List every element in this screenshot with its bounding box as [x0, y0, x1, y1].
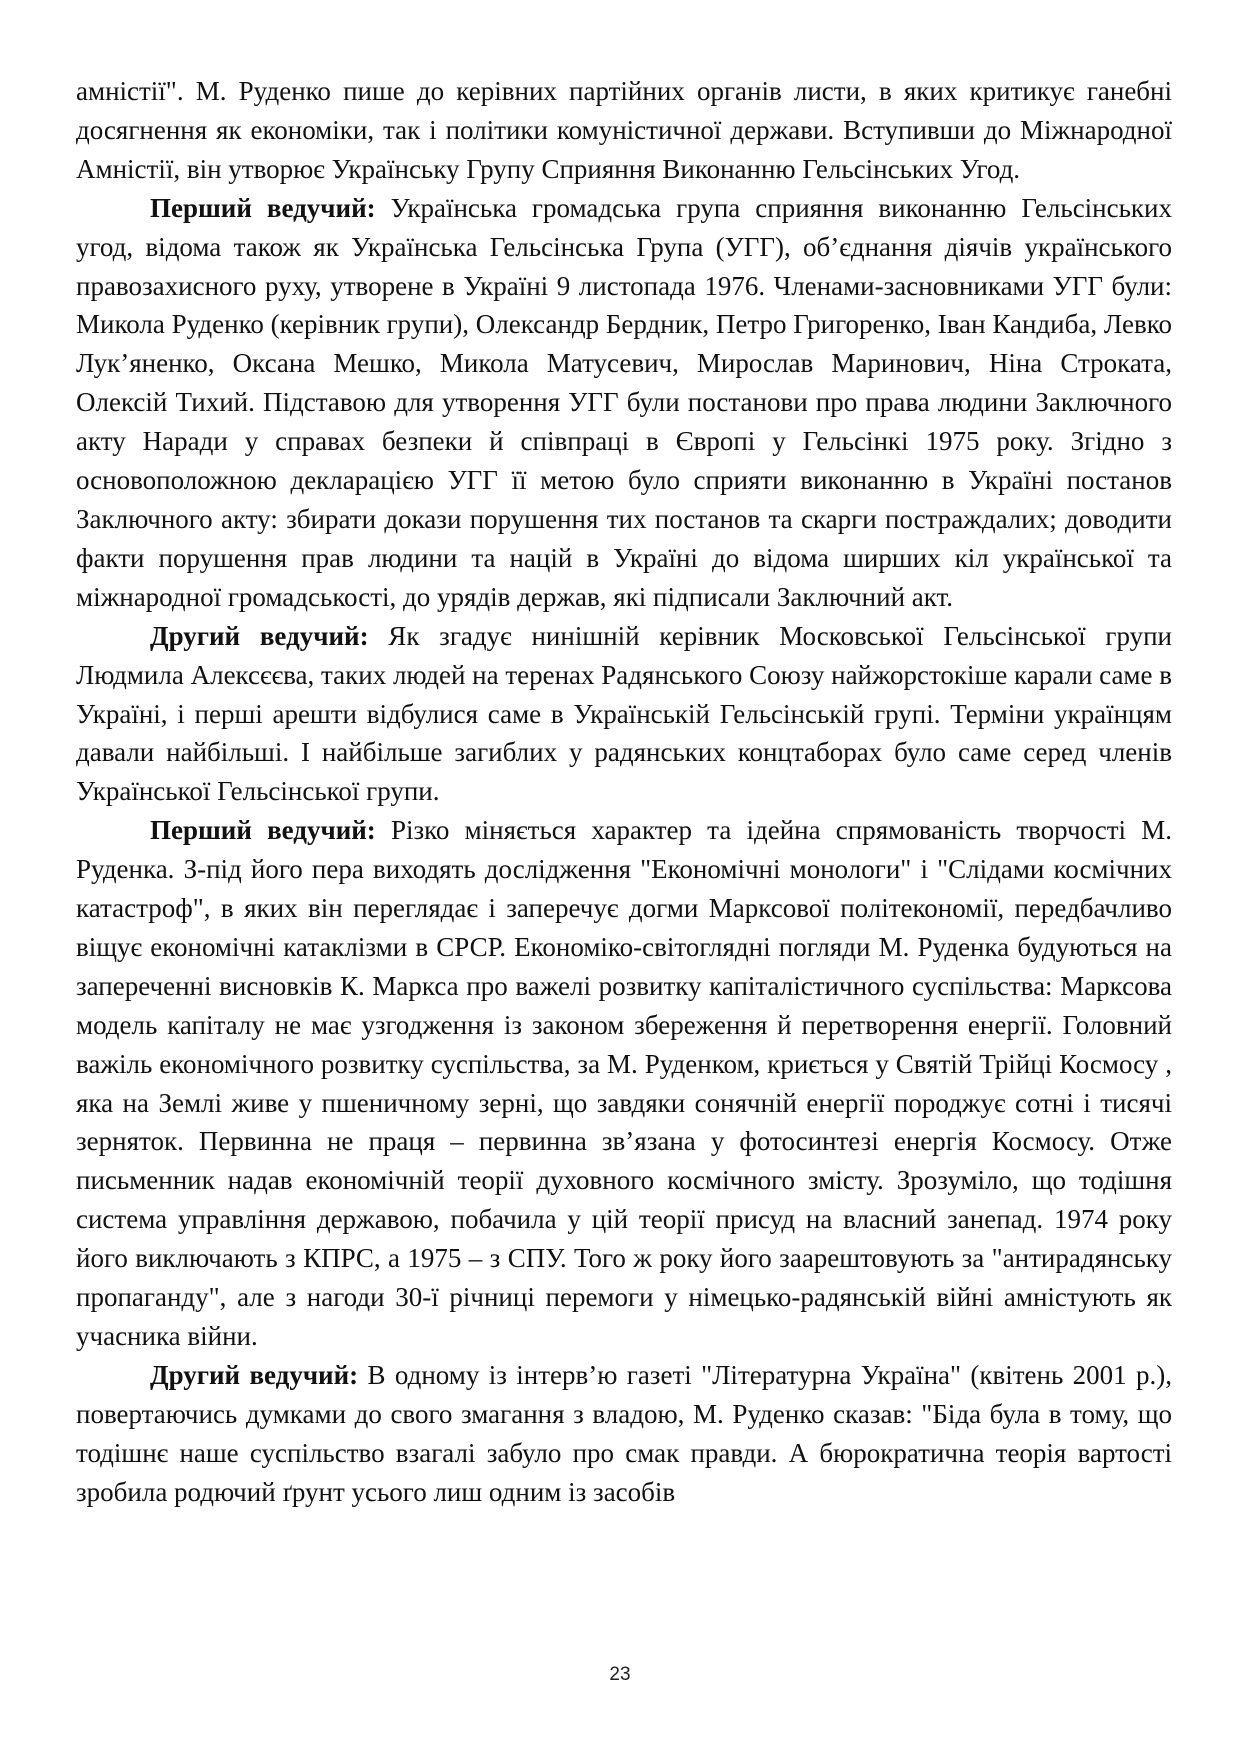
paragraph-text: В одному із інтерв’ю газеті "Літературна Україна" (квітень 2001 р.), повертаючись думками до свого змагання з владою, М. Руденко сказав: "Біда була в тому, що тодішнє наше суспільство взагалі забуло про смак правди. А бюрократична теорія вартості зробила родючий ґрунт усього лиш одним із засобів	[76, 1359, 1172, 1507]
paragraph-interview	[76, 1356, 1172, 1512]
speaker-label: Другий ведучий:	[150, 620, 369, 651]
speaker-label: Перший ведучий:	[150, 192, 376, 223]
paragraph-text: амністії". М. Руденко пише до керівних партійних органів листи, в яких критикує ганебні досягнення як економіки, так і політики комуністичної держави. Вступивши до Міжнародної Амністії, він утворює Українську Групу Сприяння Виконанню Гельсінських Угод.	[76, 76, 1172, 184]
document-page	[76, 72, 1172, 1672]
paragraph-alexeeva-quote	[76, 617, 1172, 812]
paragraph-rudenko-works	[76, 811, 1172, 1356]
paragraph-text: Різко міняється характер та ідейна спрямованість творчості М. Руденка. З-під його пера виходять дослідження "Економічні монологи" і "Слідами космічних катастроф", в яких він переглядає і заперечує догми Марксової політекономії, передбачливо віщує економічні катаклізми в СРСР. Економіко-світоглядні погляди М. Руденка будуються на запереченні висновків К. Маркса про важелі розвитку капіталістичного суспільства: Марксова модель капіталу не має узгодження із законом збереження й перетворення енергії. Головний важіль економічного розвитку суспільства, за М. Руденком, криється у Святій Трійці Космосу , яка на Землі живе у пшеничному зерні, що завдяки сонячній енергії породжує сотні і тисячі зерняток. Первинна не праця – первинна зв’язана у фотосинтезі енергія Космосу. Отже письменник надав економічній теорії духовного космічного змісту. Зрозуміло, що тодішня система управління державою, побачила у цій теорії присуд на власний занепад. 1974 року його виключають з КПРС, а 1975 – з СПУ. Того ж року його заарештовують за "антирадянську пропаганду", але з нагоди 30-ї річниці перемоги у німецько-радянській війні амністують як учасника війни.	[76, 815, 1172, 1351]
paragraph-ugg-founding	[76, 189, 1172, 617]
speaker-label: Перший ведучий:	[150, 815, 376, 846]
page-number: 23	[609, 1664, 631, 1685]
speaker-label: Другий ведучий:	[150, 1359, 359, 1390]
paragraph-text: Як згадує нинішній керівник Московської Гельсінської групи Людмила Алексєєва, таких людей на теренах Радянського Союзу найжорстокіше карали саме в Україні, і перші арешти відбулися саме в Українській Гельсінській групі. Терміни українцям давали найбільші. І найбільше загиблих у радянських концтаборах було саме серед членів Української Гельсінської групи.	[76, 620, 1172, 807]
paragraph-text: Українська громадська група сприяння виконанню Гельсінських угод, відома також як Українська Гельсінська Група (УГГ), об’єднання діячів українського правозахисного руху, утворене в Україні 9 листопада 1976. Членами-засновниками УГГ були: Микола Руденко (керівник групи), Олександр Бердник, Петро Григоренко, Іван Кандиба, Левко Лук’яненко, Оксана Мешко, Микола Матусевич, Мирослав Маринович, Ніна Строката, Олексій Тихий. Підставою для утворення УГГ були постанови про права людини Заключного акту Наради у справах безпеки й співпраці в Європі у Гельсінкі 1975 року. Згідно з основоположною декларацією УГГ її метою було сприяти виконанню в Україні постанов Заключного акту: збирати докази порушення тих постанов та скарги постраждалих; доводити факти порушення прав людини та націй в Україні до відома ширших кіл української та міжнародної громадськості, до урядів держав, які підписали Заключний акт.	[76, 192, 1172, 612]
paragraph-amnesty-continuation	[76, 72, 1172, 189]
